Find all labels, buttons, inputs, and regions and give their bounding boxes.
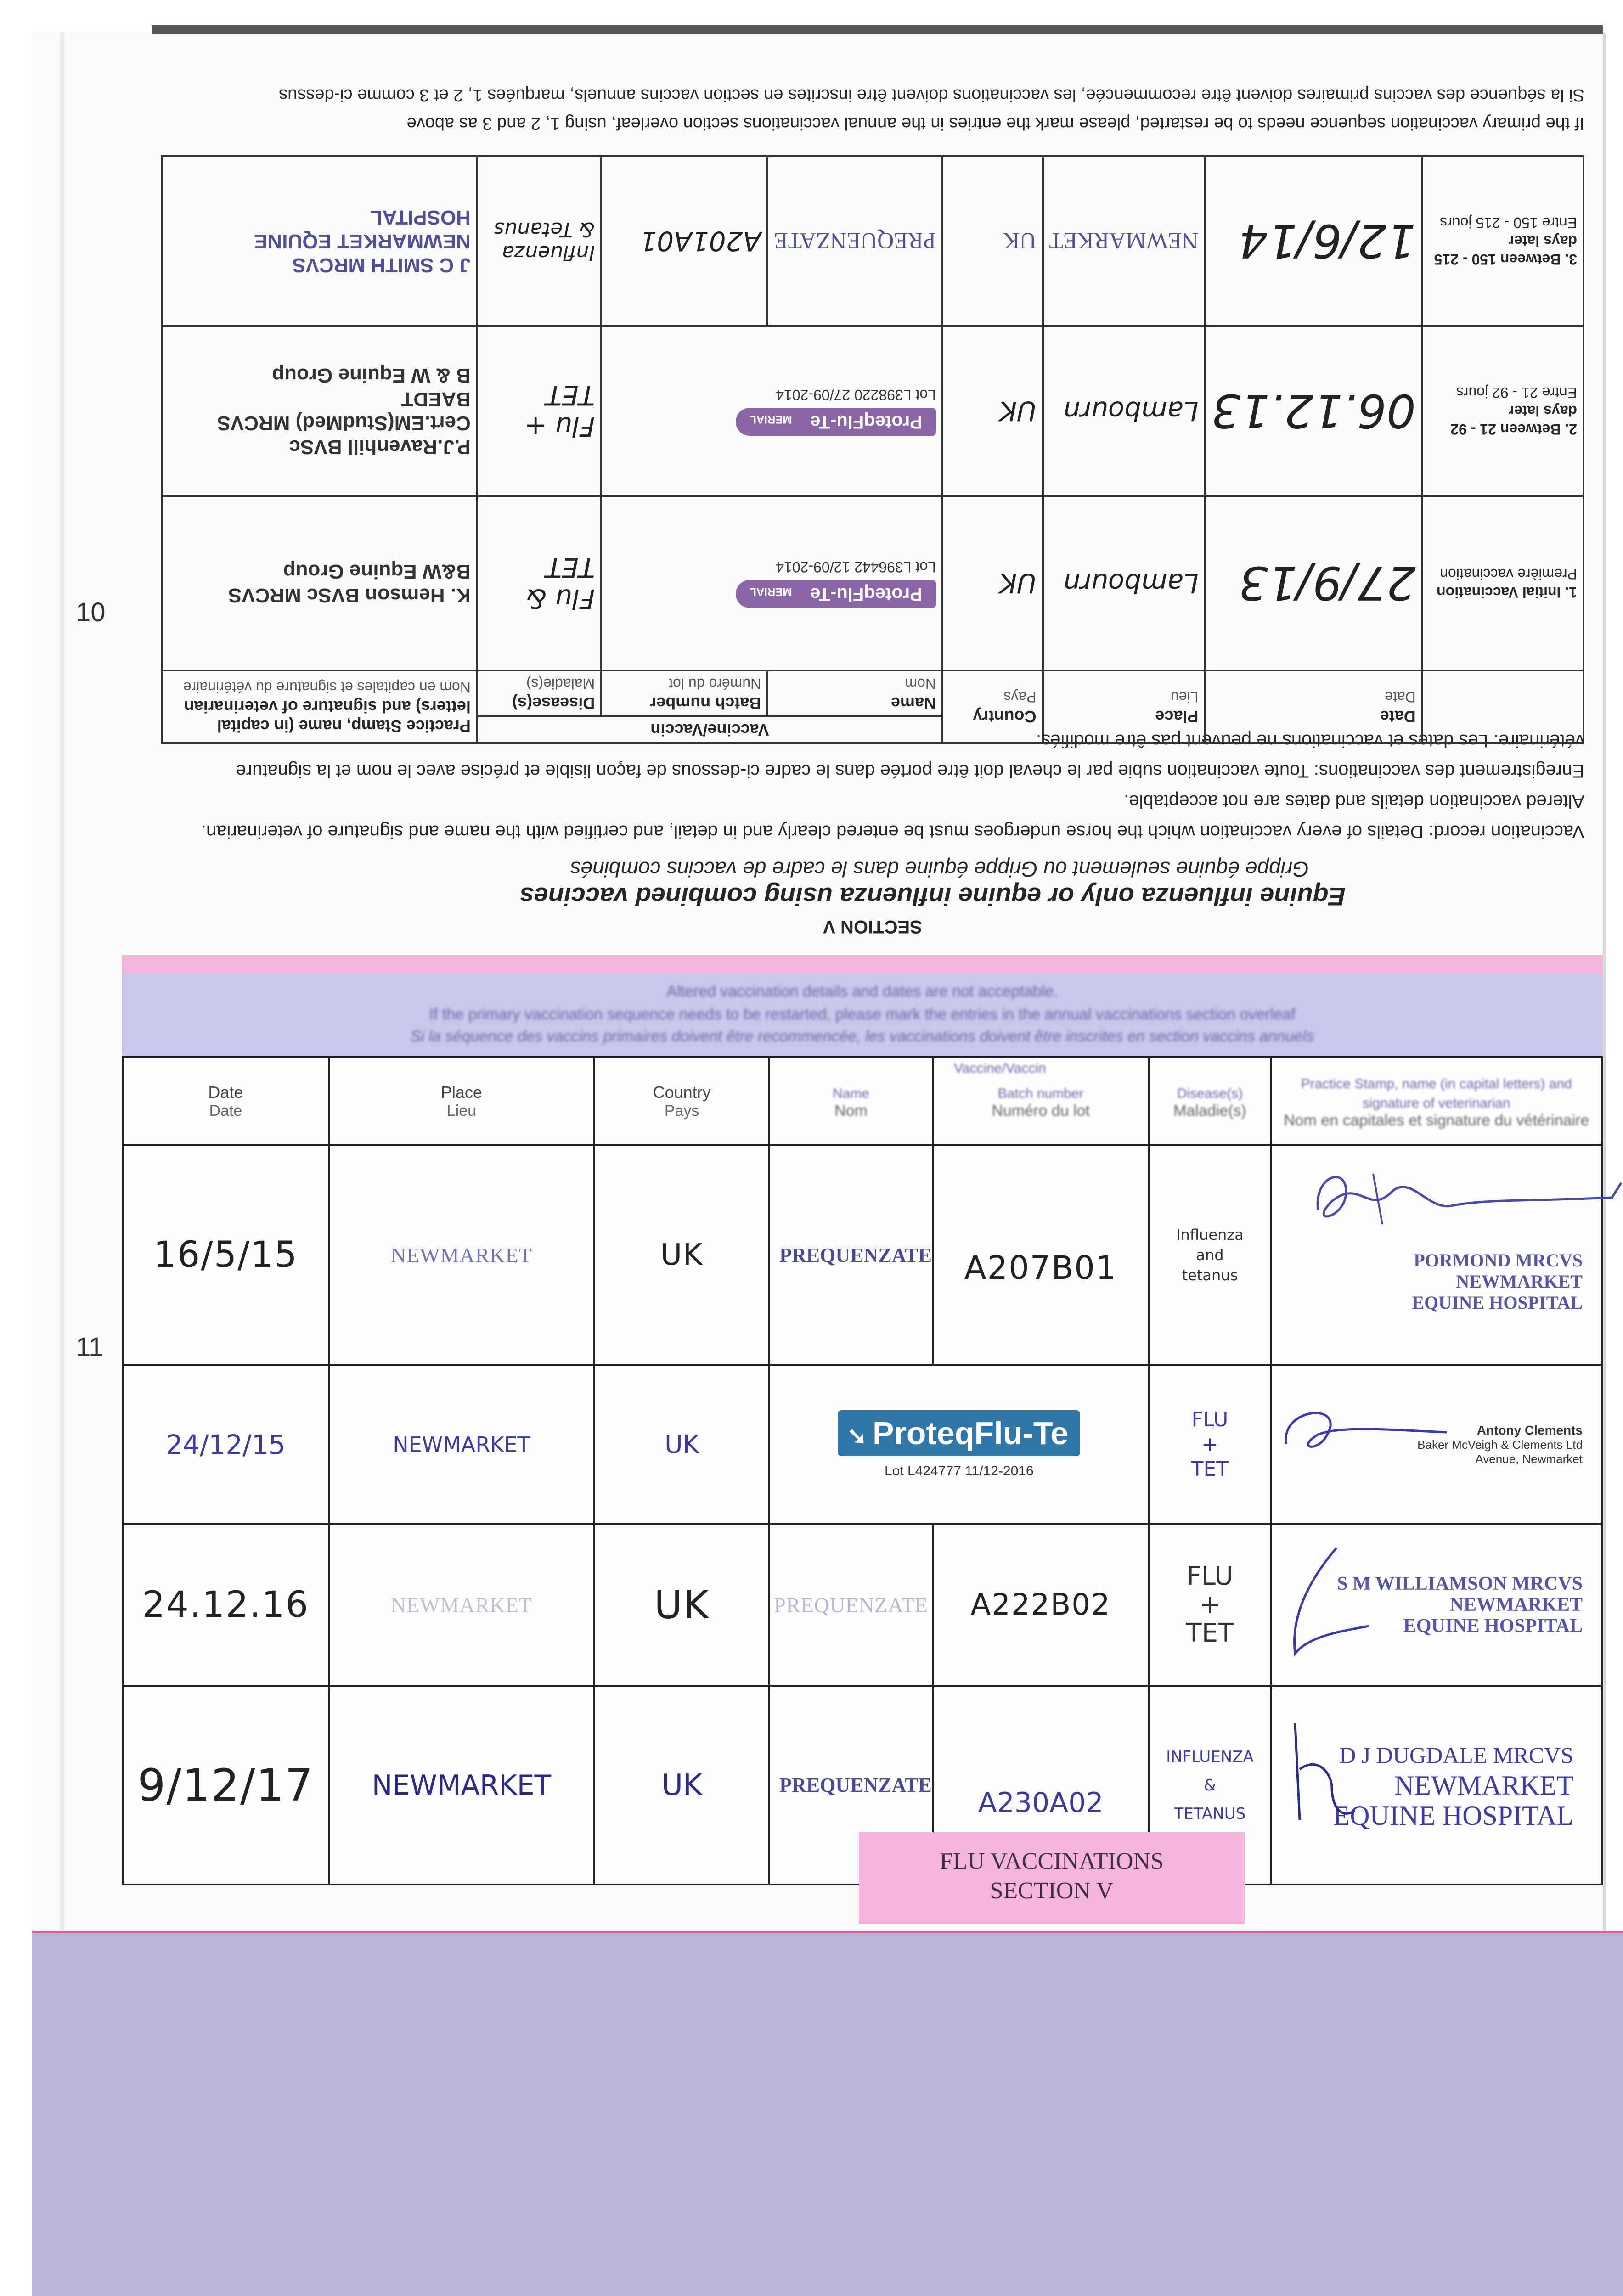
vet-stamp-line: PORMOND MRCVS [1414,1250,1583,1271]
vet-cell [162,326,477,496]
vaccine-sticker: ProteqFlu-TeMERIAL [736,408,936,436]
vet-stamp-line: Antony Clements [1476,1423,1583,1437]
vaccine-sticker-cell [601,496,942,670]
vet-practice: B&W Equine Group [283,560,471,583]
country-cell: UK [594,1145,769,1365]
batch-cell: A207B01 [933,1145,1149,1365]
section-caption-label [859,1832,1245,1924]
vaccine-sticker: ➘ ProteqFlu-Te [838,1410,1080,1456]
header-line: Si la séquence des vaccins primaires doivent être recommencée, les vaccinations doivent être inscrites en section vaccins annuels [410,1028,1314,1045]
caption-line: SECTION V [990,1878,1114,1904]
header-vet: Practice Stamp, name (in capital letters) and signature of veterinarian Nom en capitales et signature du vétérinaire [1271,1057,1602,1145]
vaccine-name-cell: PREQUENZATE [769,1524,933,1686]
country-cell: UK [594,1686,769,1885]
header-batch: Batch number Numéro du lot [601,670,767,716]
header-disease: Disease(s) Maladie(s) [1149,1057,1271,1145]
place-cell: Lambourn [1043,496,1205,670]
disease-cell: Influenza & Tetanus [477,156,601,326]
header-name: Vaccine/Vaccin Name Nom [769,1057,933,1145]
vet-stamp-line: D J DUGDALE MRCVS [1339,1742,1573,1768]
header-name: Name Nom [767,670,942,716]
country-cell: UK [942,496,1043,670]
disease-line: TET [1186,1618,1234,1648]
disease-line: FLU [1186,1561,1234,1591]
footer-text-en: If the primary vaccination sequence needs to be restarted, please mark the entries in the annual vaccinations section overleaf, using 1, 2 and 3 as above [406,114,1584,133]
header-place: Place Lieu [1043,670,1205,743]
header-date: Date Date [123,1057,329,1145]
rule-text-fr: Enregistrement des vaccinations: Toute vaccination subie par le cheval doit être portée dans le cadre ci-dessous de façon lisible et précise avec le nom et la signature vétérinaire. Les dates et vaccinations ne peuvent pas être modifiés. [236,731,1584,781]
sticker-batch: Lot L398220 27/09-2014 [776,387,936,403]
vet-stamp-line: NEWMARKET [1449,1594,1583,1615]
header-vaccine: Vaccine/Vaccin [953,1061,1046,1076]
header-disease: Disease(s) Maladie(s) [477,670,601,716]
table-row [162,496,1584,670]
disease-line: INFLUENZA [1166,1747,1254,1766]
header-line: If the primary vaccination sequence needs to be restarted, please mark the entries in the annual vaccinations section overleaf [429,1006,1296,1023]
country-cell: UK [942,156,1043,326]
vaccine-name-cell: PREQUENZATE [769,1145,933,1365]
vet-stamp-line: NEWMARKET [1394,1770,1573,1801]
vet-stamp-line: S M WILLIAMSON MRCVS [1337,1573,1583,1594]
annual-vaccination-area [122,1056,1603,1831]
row-label: 2. Between 21 - 92 days later Entre 21 - 92 jours [1422,326,1584,496]
vet-stamp-line: Baker McVeigh & Clements Ltd [1417,1437,1583,1452]
date-cell: 27/9/13 [1205,496,1422,670]
header-vet: Practice Stamp, name (in capital letters) and signature of veterinarian Nom en capitales et signature du vétérinaire [162,670,477,743]
table-header-row [162,716,1584,743]
table-row [123,1524,1602,1686]
country-cell: UK [594,1365,769,1524]
vet-cell [162,156,477,326]
disease-line: tetanus [1182,1266,1238,1284]
batch-cell: A222B02 [933,1524,1149,1686]
vet-signature-icon [1291,1155,1623,1233]
header-batch: Batch number Numéro du lot [933,1057,1149,1145]
table-row [123,1365,1602,1524]
page-10-heading [161,726,1584,937]
date-cell: 06.12.13 [1205,326,1422,496]
page-10-footer [161,81,1584,138]
vet-name: J C SMITH MRCVS [292,254,471,276]
vet-stamp-line: EQUINE HOSPITAL [1333,1800,1573,1831]
disease-line: FLU [1191,1407,1229,1431]
vaccine-sticker-cell [769,1365,1149,1524]
disease-cell [1149,1365,1271,1524]
date-cell: 12/6/14 [1205,156,1422,326]
vet-stamp-line: EQUINE HOSPITAL [1403,1615,1583,1637]
page-number-11: 11 [76,1332,104,1362]
header-vaccine: Vaccine/Vaccin [477,716,942,743]
caption-line: FLU VACCINATIONS [940,1848,1164,1874]
disease-line: + [1201,1432,1218,1456]
footer-text-fr: Si la séquence des vaccins primaires doivent être recommencée, les vaccinations doivent être inscrites en section vaccins annuels, marquées 1, 2 et 3 comme ci-dessus [279,85,1584,105]
arrow-icon: ➘ [847,1423,867,1450]
rule-text-en: Vaccination record: Details of every vaccination which the horse undergoes must be entered clearly and in detail, and certified with the name and signature of veterinarian. Altered vaccination details and dates are not acceptable. [201,791,1584,842]
vet-signature-icon [1281,1714,1359,1824]
date-cell: 9/12/17 [123,1686,329,1885]
table-row [162,156,1584,326]
place-cell: NEWMARKET [1043,156,1205,326]
disease-line: & [1204,1776,1216,1795]
vet-signature-icon [1277,1398,1451,1462]
vet-signature-icon [1281,1543,1373,1663]
vet-stamp-line: NEWMARKET [1456,1271,1583,1292]
vaccine-sticker-cell [601,326,942,496]
section-title-en: Equine influenza only or equine influenza using combined vaccines [519,882,1346,911]
vet-stamp-line: EQUINE HOSPITAL [1412,1292,1583,1313]
disease-line: and [1196,1246,1224,1264]
batch-cell: A230A02 [933,1686,1149,1885]
date-cell: 24/12/15 [123,1365,329,1524]
disease-line: + [1199,1590,1221,1620]
disease-cell: Flu + TET [477,326,601,496]
primary-vaccination-table [161,155,1584,744]
sticker-batch: Lot L424777 11/12-2016 [884,1463,1034,1479]
date-cell: 24.12.16 [123,1524,329,1686]
header-place: Place Lieu [329,1057,594,1145]
table-row [162,326,1584,496]
page-10-upside-down [133,28,1603,955]
header-row-label [1422,670,1584,743]
vaccine-name-cell: PREQUENZATE [769,1686,933,1885]
booklet-spine [60,32,64,1933]
header-country: Country Pays [594,1057,769,1145]
disease-line: TETANUS [1174,1804,1246,1823]
vet-practice: NEWMARKET EQUINE HOSPITAL [254,206,471,253]
vet-cell [1271,1365,1602,1524]
vet-name: P.J.Ravenhill BVSc Cert.EM(StudMed) MRCVS BAEDT [217,388,471,458]
table-header-row [123,1057,1602,1145]
country-cell: UK [942,326,1043,496]
page-11-blurred-header [122,974,1603,1061]
vet-cell [162,496,477,670]
section-label: SECTION V [823,917,922,937]
vet-stamp-line: Avenue, Newmarket [1475,1452,1583,1466]
table-row [123,1145,1602,1365]
disease-line: TET [1191,1457,1229,1481]
header-line: Altered vaccination details and dates are not acceptable. [666,983,1058,1000]
vet-cell [1271,1686,1602,1885]
disease-cell: Flu & TET [477,496,601,670]
disease-cell [1149,1524,1271,1686]
header-country: Country Pays [942,670,1043,743]
vet-cell [1271,1524,1602,1686]
disease-cell [1149,1145,1271,1365]
page-number-10: 10 [76,597,106,627]
vaccine-sticker: ProteqFlu-TeMERIAL [736,580,936,608]
place-cell: Lambourn [1043,326,1205,496]
annual-vaccination-table [122,1056,1603,1885]
vet-practice: B & W Equine Group [272,364,471,387]
vet-name: K. Hemson BVSc MRCVS [228,584,471,607]
row-label: 1. Initial Vaccination Première vaccination [1422,496,1584,670]
place-cell: NEWMARKET [329,1145,594,1365]
place-cell: NEWMARKET [329,1365,594,1524]
batch-cell: A201A01 [601,156,767,326]
date-cell: 16/5/15 [123,1145,329,1365]
scanner-background [32,1933,1623,2296]
disease-line: Influenza [1176,1226,1244,1244]
header-date: Date Date [1205,670,1422,743]
vaccine-name-cell: PREQUENZATE [767,156,942,326]
section-title-fr: Grippe équine seulement ou Grippe équine dans le cadre de vaccins combinés [570,857,1309,881]
vet-cell [1271,1145,1602,1365]
country-cell: UK [594,1524,769,1686]
sticker-batch: Lot L396442 12/09-2014 [776,559,936,575]
place-cell: NEWMARKET [329,1686,594,1885]
pink-divider-band [122,955,1603,974]
place-cell: NEWMARKET [329,1524,594,1686]
row-label: 3. Between 150 - 215 days later Entre 150 - 215 jours [1422,156,1584,326]
